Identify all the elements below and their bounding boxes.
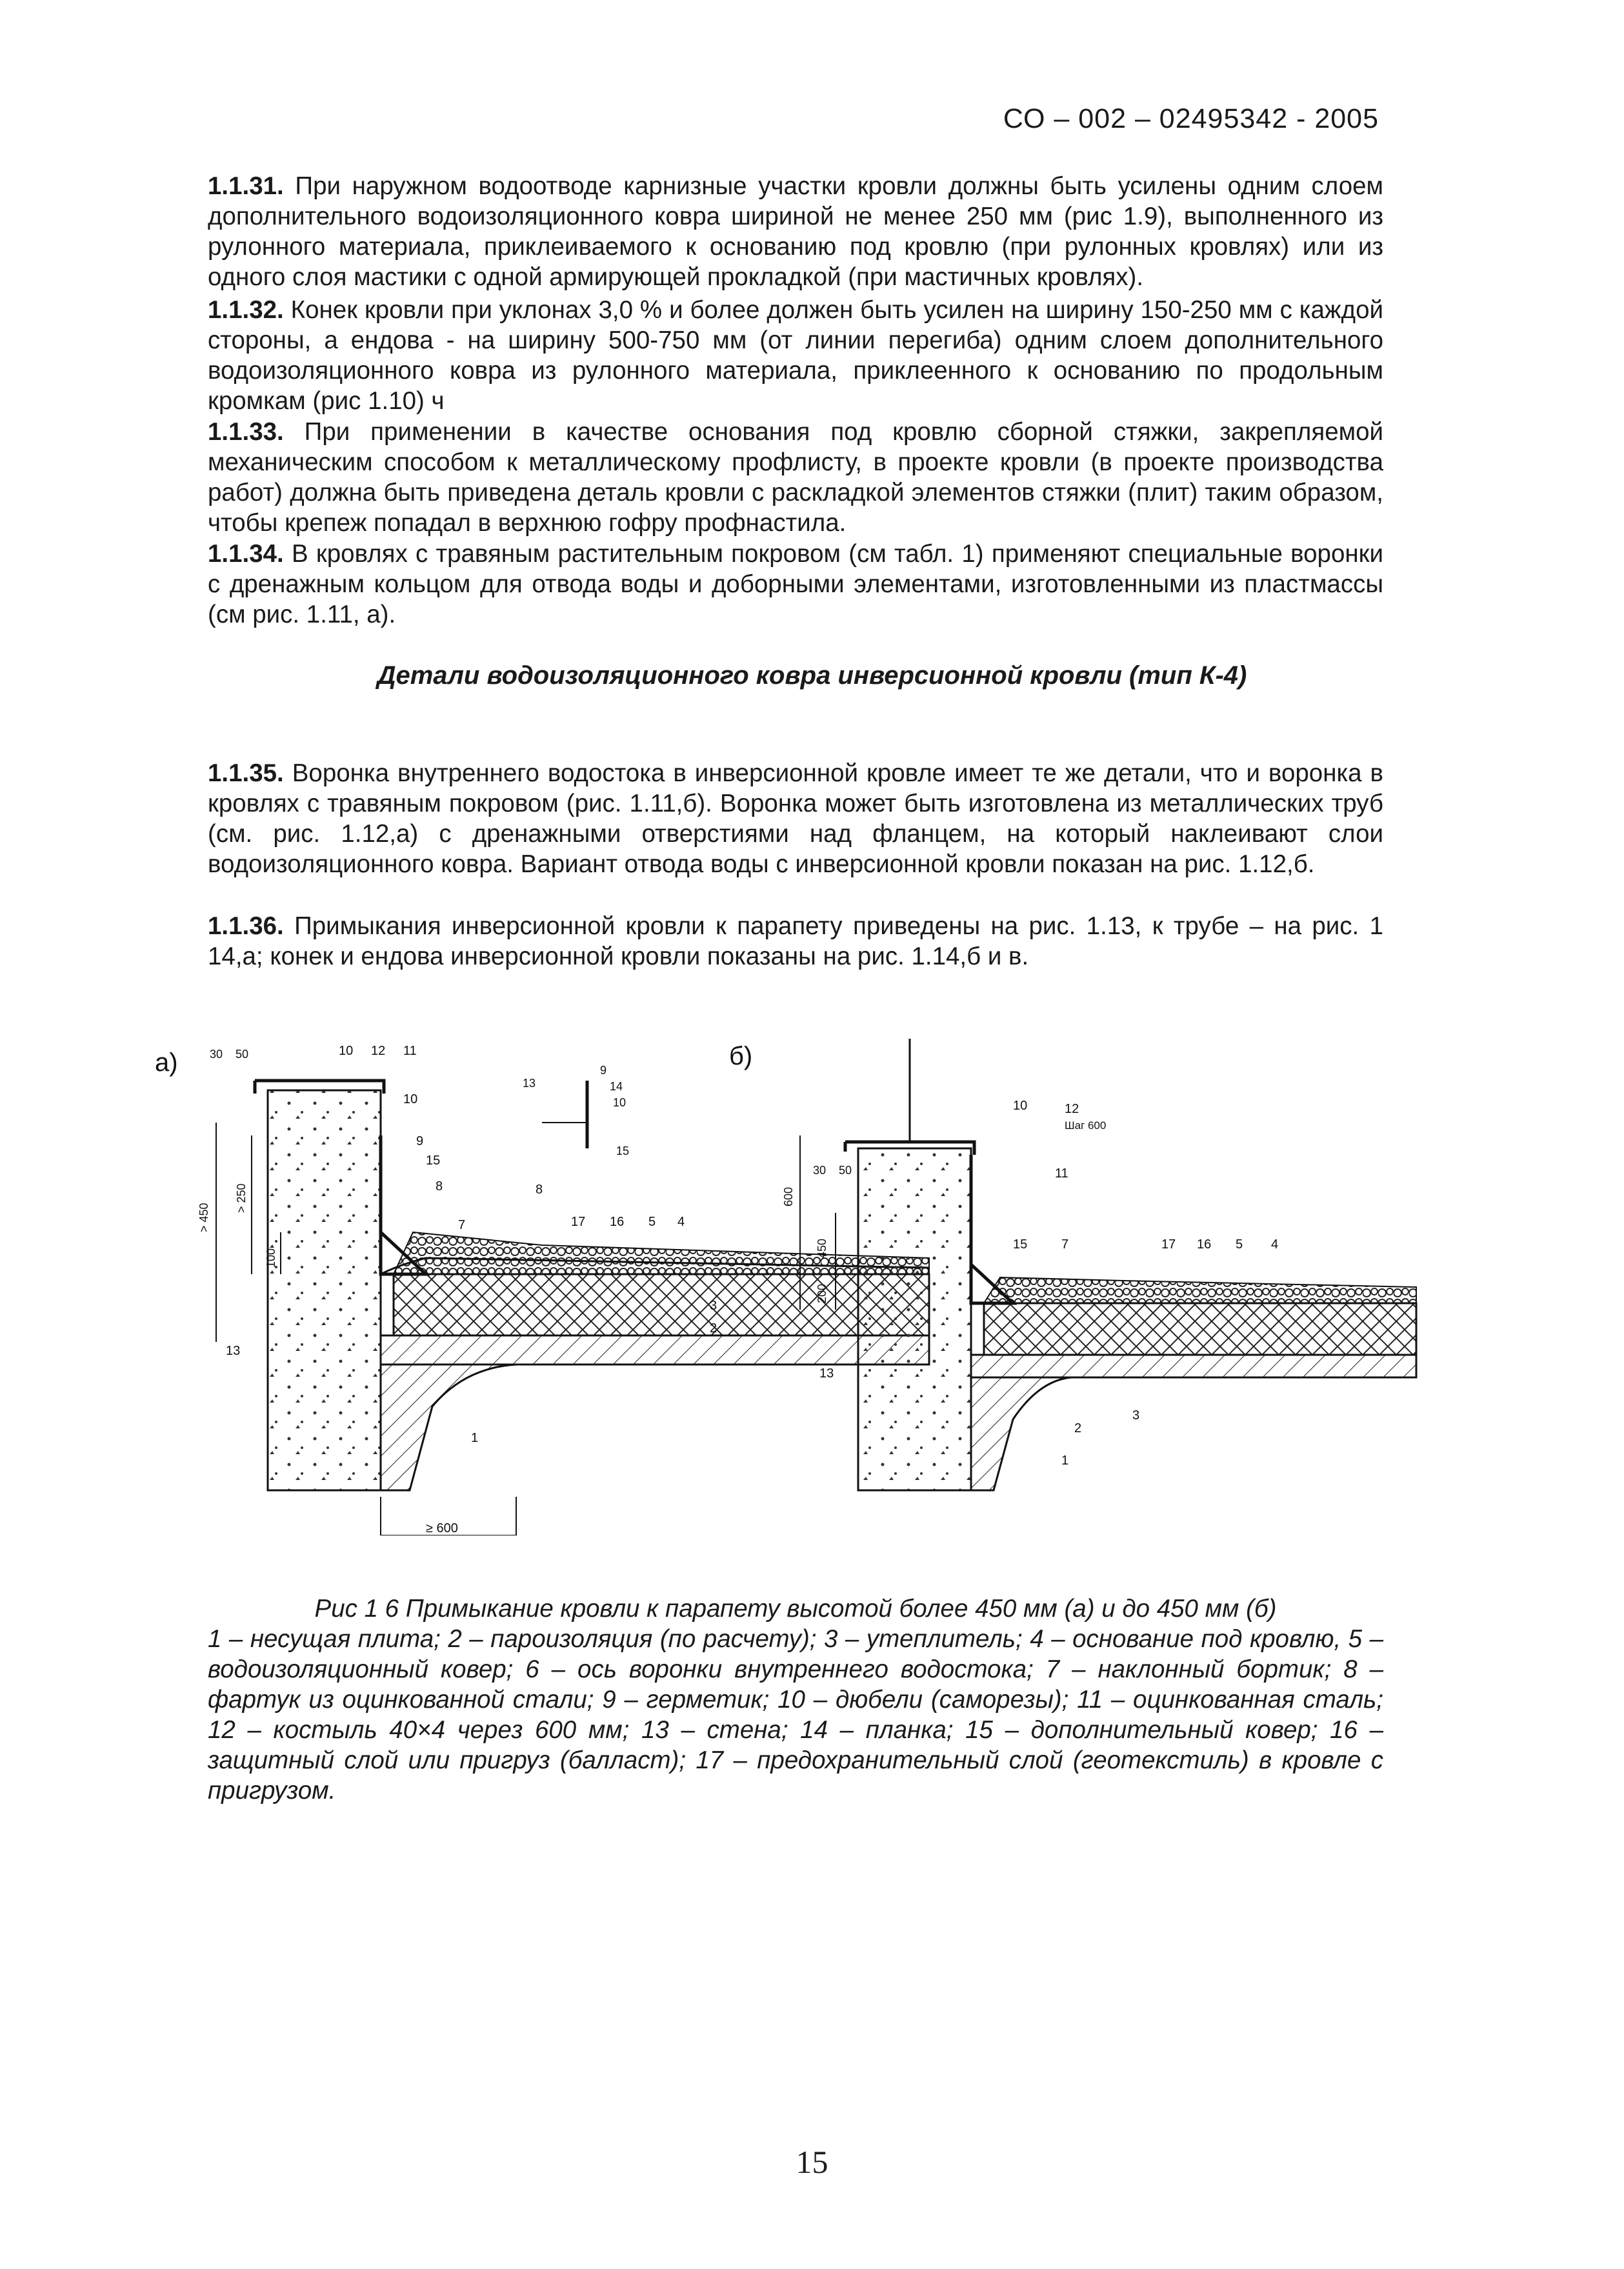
callout: 13: [226, 1344, 241, 1358]
callout: 16: [1197, 1237, 1212, 1252]
dim-label: 450: [816, 1238, 828, 1258]
section-heading: Детали водоизоляционного ковра инверсионной кровли (тип К-4): [377, 661, 1247, 690]
callout: 4: [677, 1215, 685, 1229]
ballast-b: [984, 1277, 1416, 1303]
paragraph-number: 1.1.32.: [208, 296, 284, 324]
page-number: 15: [796, 2144, 828, 2180]
ballast-a: [394, 1232, 929, 1274]
callout: 4: [1271, 1237, 1279, 1252]
callout: 10: [339, 1044, 354, 1058]
callout: 14: [610, 1080, 623, 1093]
callout: 10: [1013, 1099, 1028, 1113]
callout: 9: [600, 1064, 607, 1077]
callout: 3: [1132, 1408, 1140, 1423]
callout: 10: [403, 1092, 418, 1106]
dim-label: 100: [265, 1248, 277, 1268]
insulation-a: [394, 1274, 929, 1335]
paragraph-number: 1.1.36.: [208, 912, 284, 940]
callout: 9: [416, 1134, 424, 1148]
paragraph-number: 1.1.33.: [208, 418, 284, 446]
slab-a: [381, 1335, 929, 1364]
paragraph-text: Воронка внутреннего водостока в инверсионной кровле имеет те же детали, что и воронка в кровлях с травяным покровом (рис. 1.11,б). Воронка может быть изготовлена из металлических труб (см. рис. 1.12,а) с дренажными отверстиями над фланцем, на который наклеивают слои водоизоляционного ковра. Вариант отвода воды с инверсионной кровли показан на рис. 1.12,б.: [208, 759, 1383, 878]
callout: 5: [1236, 1237, 1243, 1252]
callout: 11: [403, 1044, 417, 1058]
dim-label: 30: [813, 1164, 827, 1177]
paragraph-1-1-33: [208, 417, 1383, 538]
dim-label: ≥ 600: [426, 1521, 458, 1535]
dim-label: 600: [782, 1186, 795, 1206]
callout: 2: [1074, 1421, 1082, 1435]
paragraph-1-1-36: [208, 911, 1383, 972]
callout: 13: [819, 1366, 834, 1381]
paragraph-text: При применении в качестве основания под кровлю сборной стяжки, закрепляемой механическим способом к металлическому профлисту, в проекте кровли (в проекте производства работ) должна быть приведена деталь кровли с раскладкой элементов стяжки (плит) таким образом, чтобы крепеж попадал в верхнюю гофру профнастила.: [208, 418, 1383, 537]
panel-a-label: а): [155, 1048, 178, 1077]
callout: 11: [1055, 1166, 1068, 1181]
technical-drawing: [155, 1019, 1471, 1535]
paragraph-text: При наружном водоотводе карнизные участки кровли должны быть усилены одним слоем дополнительного водоизоляционного ковра шириной не менее 250 мм (рис 1.9), выполненного из рулонного материала, приклеиваемого к основанию под кровлю (при рулонных кровлях) или из одного слоя мастики с одной армирующей прокладкой (при мастичных кровлях).: [208, 172, 1383, 291]
callout: 1: [1061, 1454, 1069, 1468]
paragraph-1-1-35: [208, 758, 1383, 879]
callout: 3: [710, 1299, 717, 1313]
callout: 8: [536, 1183, 543, 1197]
panel-a: [155, 1044, 929, 1535]
dim-label: > 450: [197, 1203, 210, 1232]
callout: 17: [1161, 1237, 1176, 1252]
roof-parapet-figure: [155, 1019, 1471, 1535]
paragraph-text: Конек кровли при уклонах 3,0 % и более должен быть усилен на ширину 150-250 мм с каждой стороны, а ендова - на ширину 500-750 мм (от линии перегиба) одним слоем дополнительного водоизоляционного ковра из рулонного материала, приклеенного к основанию по продольным кромкам (рис 1.10) ч: [208, 296, 1383, 415]
panel-b-label: б): [729, 1042, 753, 1070]
callout: Шаг 600: [1065, 1119, 1107, 1132]
callout: 17: [571, 1215, 586, 1229]
paragraph-text: Примыкания инверсионной кровли к парапету приведены на рис. 1.13, к трубе – на рис. 1 14,а; конек и ендова инверсионной кровли показаны на рис. 1.14,б и в.: [208, 912, 1383, 970]
slab-support-b: [971, 1377, 1071, 1490]
callout: 12: [371, 1044, 386, 1058]
dim-label: > 250: [235, 1183, 248, 1213]
slab-b: [971, 1355, 1416, 1377]
wall-a: [268, 1090, 381, 1490]
callout: 5: [648, 1215, 656, 1229]
paragraph-number: 1.1.31.: [208, 172, 284, 200]
caption-title: Рис 1 6 Примыкание кровли к парапету высотой более 450 мм (а) и до 450 мм (б): [314, 1595, 1277, 1623]
paragraph-1-1-32: [208, 295, 1383, 416]
callout: 7: [1061, 1237, 1069, 1252]
document-code: СО – 002 – 02495342 - 2005: [1003, 103, 1379, 134]
callout: 7: [458, 1218, 466, 1232]
callout: 8: [436, 1179, 443, 1194]
dim-label: 50: [839, 1164, 852, 1177]
callout: 16: [610, 1215, 625, 1229]
callout: 15: [1013, 1237, 1028, 1252]
paragraph-1-1-34: [208, 539, 1383, 630]
callout: 13: [523, 1077, 536, 1090]
paragraph-number: 1.1.35.: [208, 759, 284, 787]
dim-label: 30: [210, 1048, 223, 1061]
slab-support-a: [381, 1364, 516, 1490]
callout: 2: [710, 1321, 717, 1335]
insulation-b: [984, 1303, 1416, 1355]
wall-b: [858, 1148, 971, 1490]
dim-label: 200: [816, 1283, 828, 1303]
callout: 12: [1065, 1102, 1079, 1116]
paragraph-text: В кровлях с травяным растительным покровом (см табл. 1) применяют специальные воронки с дренажным кольцом для отвода воды и доборными элементами, изготовленными из пластмассы (см рис. 1.11, а).: [208, 540, 1383, 628]
paragraph-1-1-31: [208, 171, 1383, 292]
caption-legend: 1 – несущая плита; 2 – пароизоляция (по расчету); 3 – утеплитель; 4 – основание под кровлю, 5 – водоизоляционный ковер; 6 – ось воронки внутреннего водостока; 7 – наклонный бортик; 8 – фартук из оцинкованной стали; 9 – герметик; 10 – дюбели (саморезы); 11 – оцинкованная сталь; 12 – костыль 40×4 через 600 мм; 13 – стена; 14 – планка; 15 – дополнительный ковер; 16 – защитный слой или пригруз (балласт); 17 – предохранительный слой (геотекстиль) в кровле с пригрузом.: [208, 1625, 1383, 1804]
callout: 15: [426, 1154, 441, 1168]
detail-inset-a: [523, 1064, 629, 1157]
paragraph-number: 1.1.34.: [208, 540, 284, 568]
dim-label: 50: [236, 1048, 249, 1061]
callout: 1: [471, 1431, 479, 1445]
callout: 15: [616, 1144, 630, 1157]
callout: 10: [613, 1096, 627, 1109]
figure-caption: [208, 1594, 1383, 1806]
